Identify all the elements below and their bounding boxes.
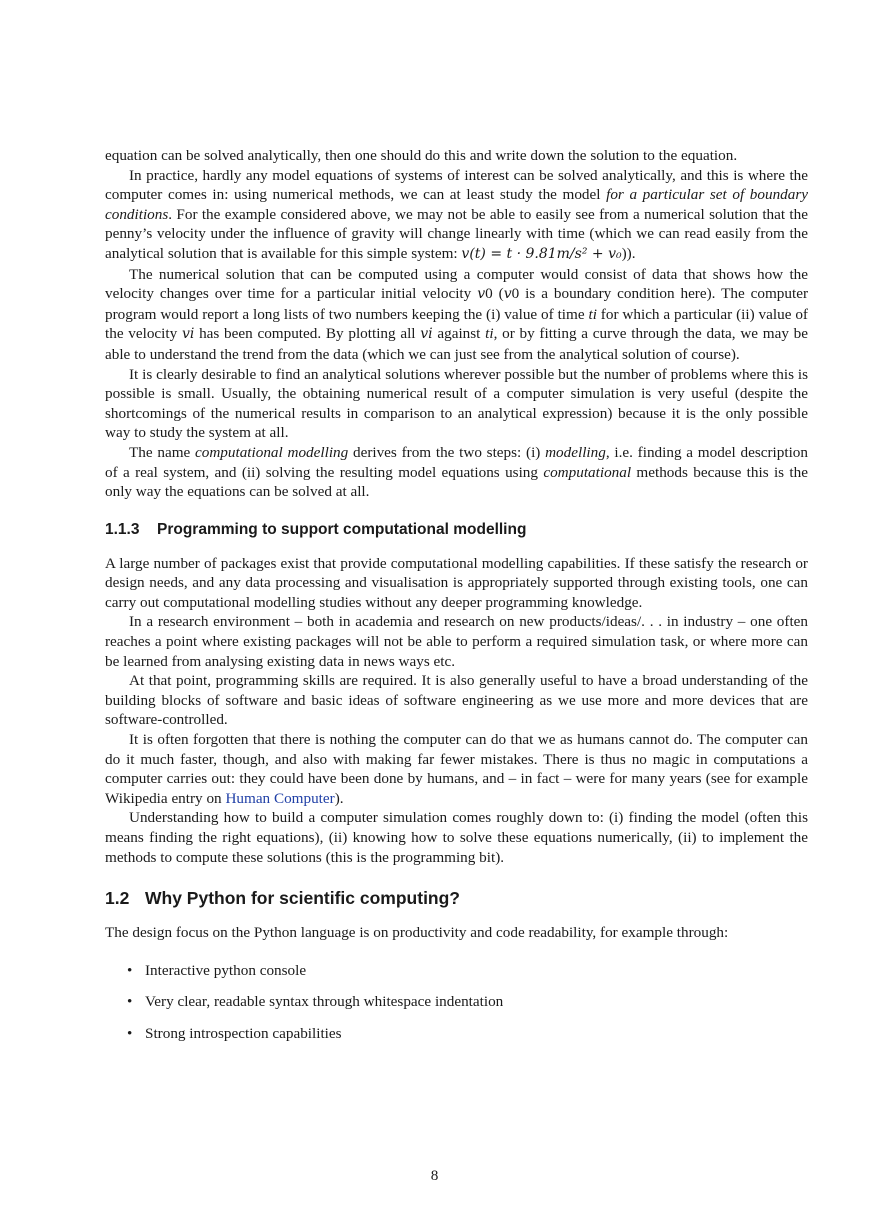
paragraph-text: )). [621, 244, 636, 262]
math-expression: v [503, 286, 512, 303]
paragraph-text: has been computed. By plotting all [194, 325, 421, 343]
page-number: 8 [430, 1167, 439, 1184]
paragraph-text: It is often forgotten that there is nothing the computer can do that we as humans cannot do. The computer can do it much faster, though, and also with making far fewer mistakes. There is thus no magic in computations a computer carries out: they could have been done by humans, and – in fact – were for many years (see for example Wikipedia entry on [105, 731, 808, 807]
paragraph-wikipedia [105, 730, 808, 808]
document-page [105, 146, 808, 1056]
section-title: Programming to support computational modelling [157, 520, 527, 538]
paragraph [105, 166, 808, 265]
paragraph [105, 265, 808, 365]
bullet-icon: • [127, 1024, 133, 1042]
paragraph-text: for a particular set of boundary conditions [105, 186, 809, 223]
paragraph [105, 443, 808, 502]
math-expression: vi [420, 326, 433, 343]
paragraph-text: ). [334, 789, 344, 807]
list-item [127, 1024, 808, 1044]
list-item-text: Strong introspection capabilities [145, 1024, 342, 1042]
paragraph-text: against [432, 325, 486, 343]
list-item [127, 961, 808, 981]
paragraph [105, 146, 808, 166]
feature-list [105, 961, 808, 1044]
paragraph-text: for which a particular (ii) value of the velocity [105, 305, 808, 343]
list-item-text: Interactive python console [145, 961, 307, 979]
section-number: 1.1.3 [105, 520, 140, 538]
math-expression: vi [181, 326, 195, 343]
section-heading-1-1-3 [105, 520, 808, 540]
intro-section [105, 146, 808, 502]
paragraph-text: ti [588, 305, 597, 323]
paragraph-text: derives from the two steps: (i) [348, 443, 546, 461]
paragraph: At that point, programming skills are required. It is also generally useful to have a broad understanding of the building blocks of software and basic ideas of software engineering as we use more and more devices that are software-controlled. [105, 672, 808, 729]
math-expression: v [477, 286, 486, 303]
paragraph: Understanding how to build a computer simulation comes roughly down to: (i) finding the model (often this means finding the right equations), (ii) knowing how to solve these equations numerically, (ii) to implement the methods to compute these solutions (this is the programming bit). [105, 809, 808, 866]
section-number: 1.2 [105, 888, 130, 909]
paragraph-text: It is clearly desirable to find an analytical solutions wherever possible but the number of problems where this is possible is small. Usually, the obtaining numerical result of a computer simulation is very useful (despite the shortcomings of the numerical results in comparison to an analytical expression) because it is the only possible way to study the system at all. [105, 365, 808, 442]
paragraph-text: 0 is a boundary condition here). The computer program would report a long lists of two numbers keeping the (i) value of time [105, 285, 809, 323]
human-computer-link[interactable]: Human Computer [225, 789, 335, 807]
paragraph: A large number of packages exist that provide computational modelling capabilities. If these satisfy the research or design needs, and any data processing and visualisation is appropriately supported through existing tools, one can carry out computational modelling studies without any deeper programming knowledge. [105, 554, 808, 611]
bullet-icon: • [127, 961, 133, 979]
paragraph-text: The numerical solution that can be computed using a computer would consist of data that shows how the velocity changes over time for a particular initial velocity [105, 265, 808, 303]
math-expression: v(t) = t · 9.81m/s² + v₀ [461, 245, 622, 262]
paragraph-text: modelling [545, 443, 606, 461]
paragraph-text: , i.e. finding a model description of a real system, and (ii) solving the resulting model equations using [105, 443, 808, 481]
paragraph-text: 0 ( [485, 285, 504, 303]
paragraph-text: methods because this is the only way the equations can be solved at all. [105, 463, 808, 501]
paragraph-text: . For the example considered above, we may not be able to easily see from a numerical solution that the penny’s velocity under the influence of gravity will change linearly with time (which we can read easily from the analytical solution that is available for this simple system: [105, 205, 808, 262]
paragraph-text: In practice, hardly any model equations of systems of interest can be solved analytically, and this is where the computer comes in: using numerical methods, we can at least study the model [105, 166, 808, 204]
paragraph [105, 365, 808, 443]
paragraph-text: equation can be solved analytically, then one should do this and write down the solution to the equation. [105, 147, 738, 164]
bullet-icon: • [127, 993, 133, 1011]
section-heading-1-2 [105, 887, 808, 909]
paragraph-text: The name [129, 443, 195, 461]
paragraph: In a research environment – both in academia and research on new products/ideas/. . . in industry – one often reaches a point where existing packages will not be able to perform a required simulation task, or where more can be learned from analysing existing data in news ways etc. [105, 613, 808, 670]
section-title: Why Python for scientific computing? [145, 888, 460, 909]
paragraph-text: computational modelling [195, 443, 349, 461]
paragraph-text: , or by fitting a curve through the data, we may be able to understand the trend from the data (which we can just see from the analytical solution of course). [105, 325, 808, 363]
paragraph-text: ti [485, 325, 494, 343]
paragraph: The design focus on the Python language is on productivity and code readability, for example through: [105, 924, 729, 942]
paragraph-text: computational [543, 463, 632, 481]
list-item-text: Very clear, readable syntax through whitespace indentation [145, 993, 504, 1011]
list-item [127, 992, 808, 1012]
